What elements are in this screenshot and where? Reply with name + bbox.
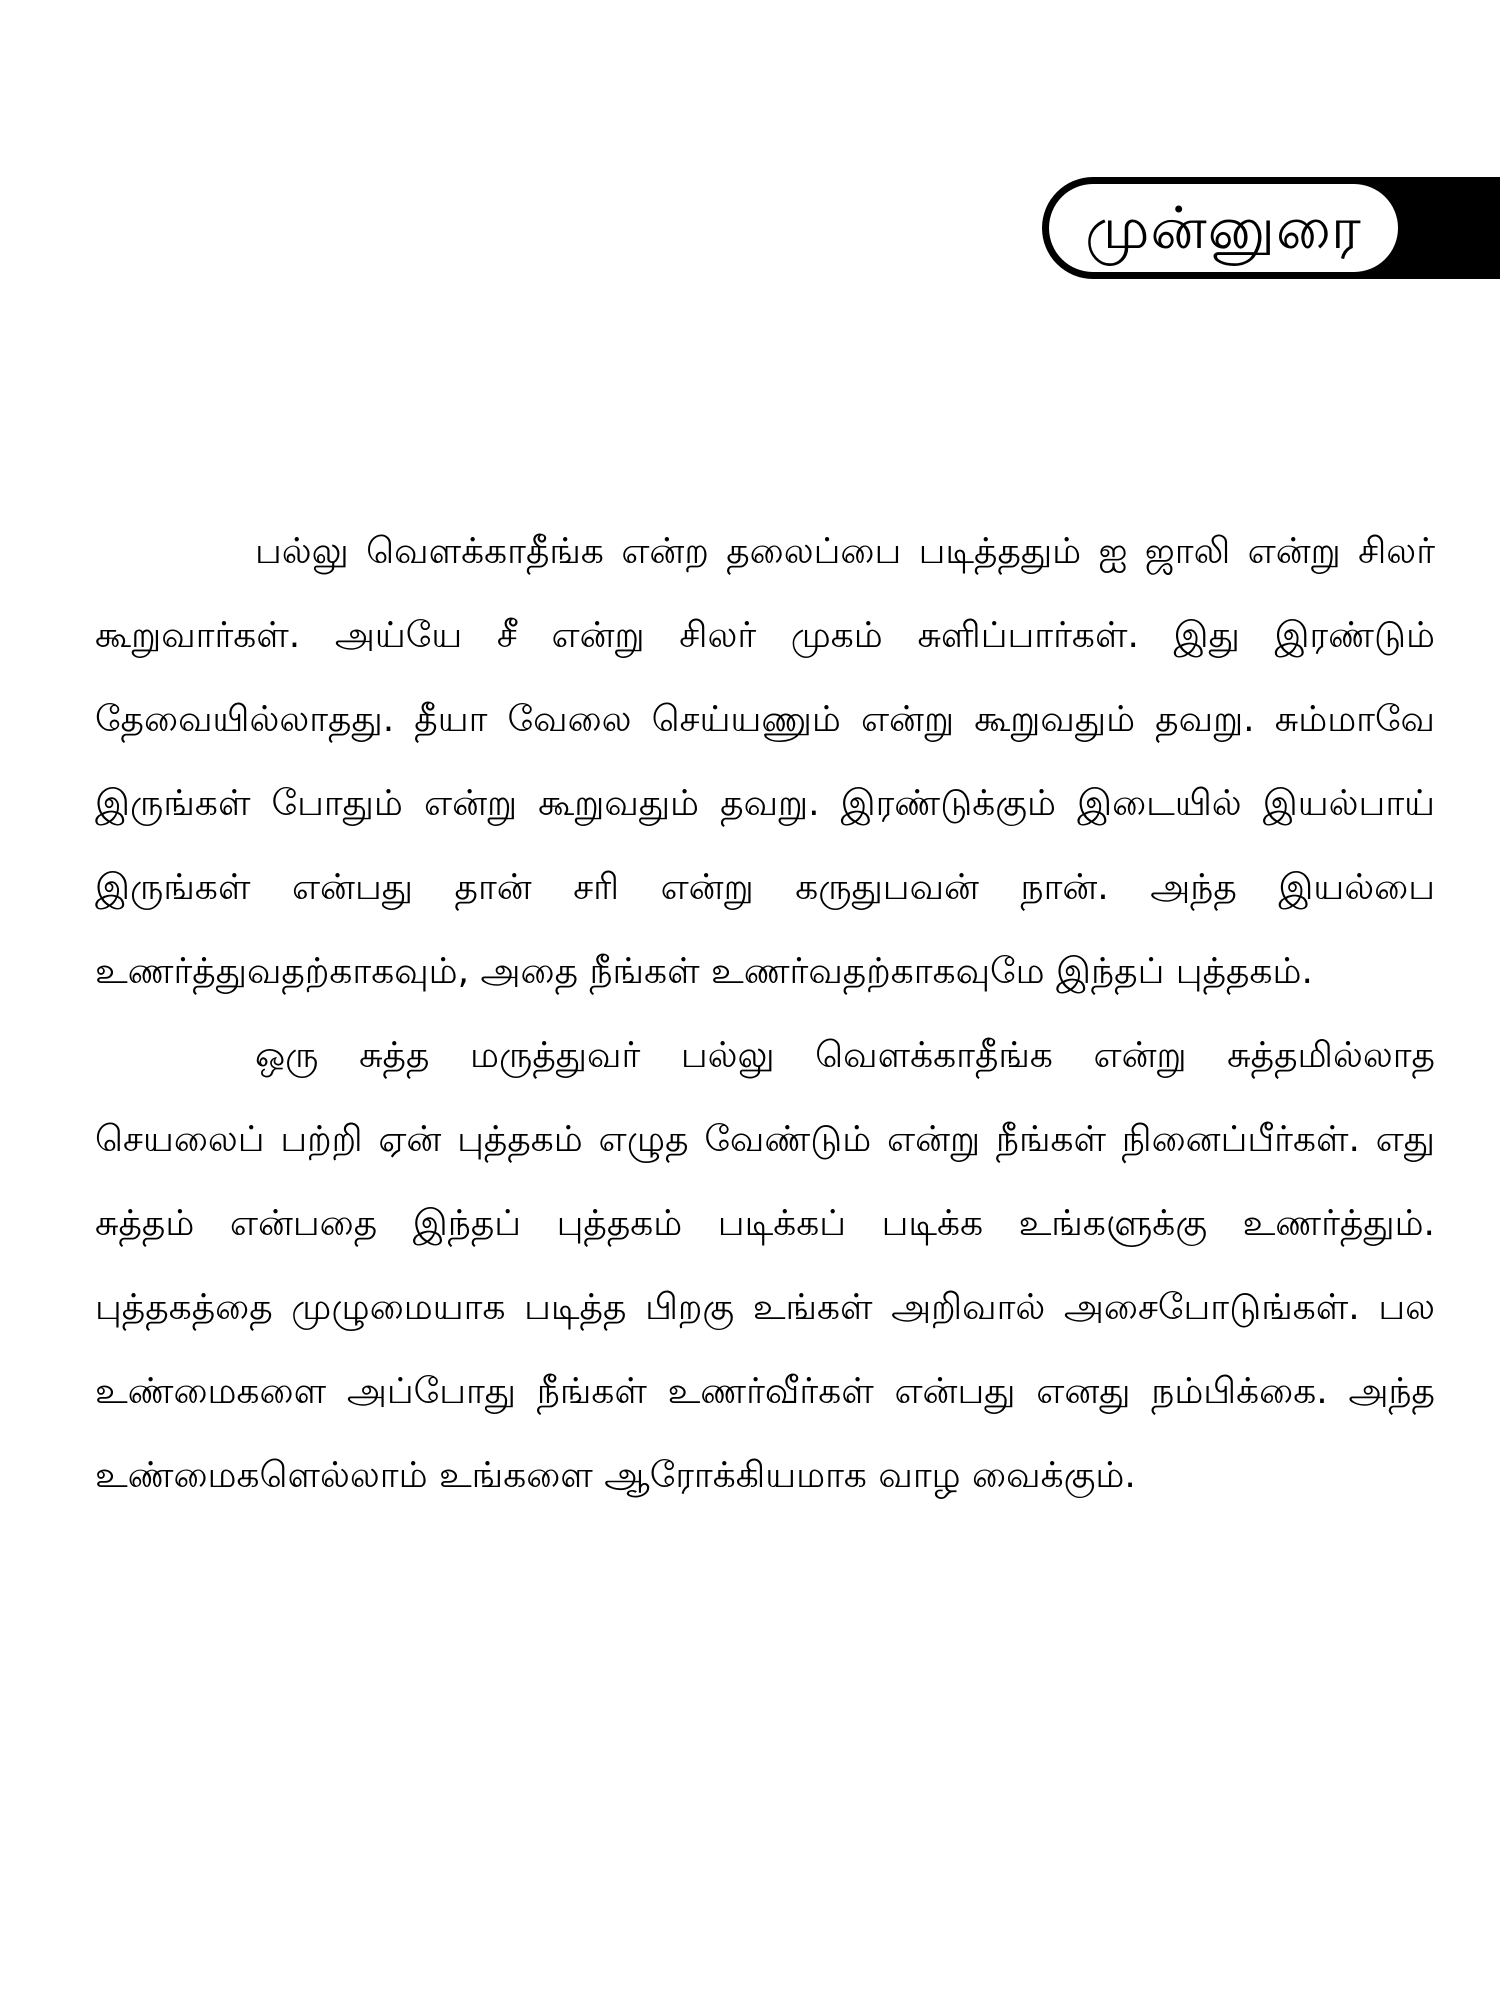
paragraph-2: ஒரு சுத்த மருத்துவர் பல்லு வெளக்காதீங்க என்று சுத்தமில்லாத செயலைப் பற்றி ஏன் புத்தகம் எழுத வேண்டும் என்று நீங்கள் நினைப்பீர்கள். எது சுத்தம் என்பதை இந்தப் புத்தகம் படிக்கப் படிக்க உங்களுக்கு உணர்த்தும். புத்தகத்தை முழுமையாக படித்த பிறகு உங்கள் அறிவால் அசைபோடுங்கள். பல உண்மைகளை அப்போது நீங்கள் உணர்வீர்கள் என்பது எனது நம்பிக்கை. அந்த உண்மைகளெல்லாம் உங்களை ஆரோக்கியமாக வாழ வைக்கும். <box>95 1035 1435 1496</box>
page-title: முன்னுரை <box>1085 194 1362 262</box>
paragraph-1: பல்லு வெளக்காதீங்க என்ற தலைப்பை படித்ததும் ஐ ஜாலி என்று சிலர் கூறுவார்கள். அய்யே சீ என்று சிலர் முகம் சுளிப்பார்கள். இது இரண்டும் தேவையில்லாதது. தீயா வேலை செய்யணும் என்று கூறுவதும் தவறு. சும்மாவே இருங்கள் போதும் என்று கூறுவதும் தவறு. இரண்டுக்கும் இடையில் இயல்பாய் இருங்கள் என்பது தான் சரி என்று கருதுபவன் நான். அந்த இயல்பை உணர்த்துவதற்காகவும், அதை நீங்கள் உணர்வதற்காகவுமே இந்தப் புத்தகம். <box>95 531 1435 992</box>
body-text <box>95 510 1435 1518</box>
heading-pill <box>1049 184 1398 272</box>
